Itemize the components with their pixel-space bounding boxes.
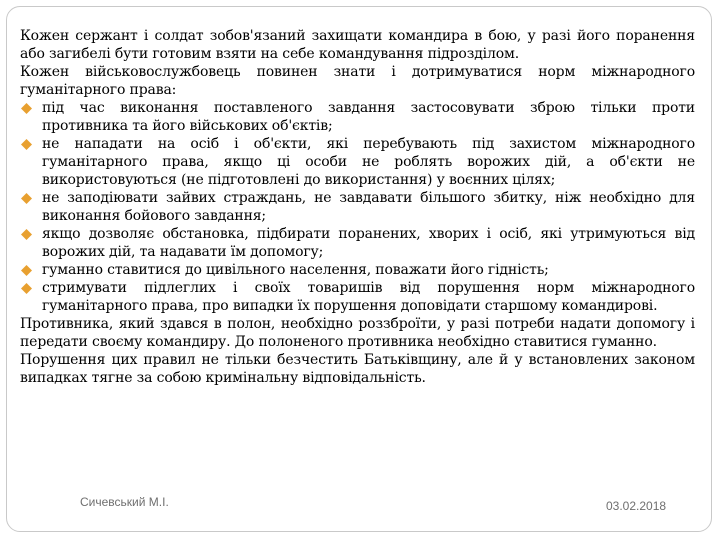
- list-item: [20, 135, 695, 189]
- list-item-text: якщо дозволяє обстановка, підбирати поранених, хворих і осіб, які утримуються від ворожих дій, та надавати їм допомогу;: [42, 226, 695, 260]
- paragraph-commander-duty: Кожен сержант і солдат зобов'язаний захищати командира в бою, у разі його поранення або загибелі бути готовим взяти на себе командування підрозділом.: [20, 28, 695, 62]
- list-item-text: під час виконання поставленого завдання застосовувати зброю тільки проти противника та його військових об'єктів;: [42, 100, 695, 134]
- footer-date: 03.02.2018: [606, 499, 667, 513]
- list-item: [20, 261, 695, 279]
- list-item-text: не нападати на осіб і об'єкти, які перебувають під захистом міжнародного гуманітарного права, якщо ці особи не роблять ворожих дій, а об'єкти не використовуються (не підготовлені до використання) у воєнних цілях;: [42, 136, 695, 188]
- paragraph-prisoners: Противника, який здався в полон, необхідно роззброїти, у разі потреби надати допомогу і передати своєму командиру. До полоненого противника необхідно ставитися гуманно.: [20, 316, 695, 350]
- list-item: [20, 279, 695, 315]
- diamond-bullet-icon: [21, 229, 32, 240]
- slide-content: [20, 27, 695, 387]
- list-item-text: не заподіювати зайвих страждань, не завдавати більшого збитку, ніж необхідно для виконання бойового завдання;: [42, 190, 695, 224]
- paragraph-ihl-intro: Кожен військовослужбовець повинен знати і дотримуватися норм міжнародного гуманітарного права:: [20, 64, 695, 98]
- footer-author: Сичевський М.І.: [80, 495, 169, 509]
- diamond-bullet-icon: [21, 265, 32, 276]
- diamond-bullet-icon: [21, 283, 32, 294]
- list-item: [20, 99, 695, 135]
- list-item: [20, 189, 695, 225]
- diamond-bullet-icon: [21, 139, 32, 150]
- diamond-bullet-icon: [21, 103, 32, 114]
- diamond-bullet-icon: [21, 193, 32, 204]
- paragraph-liability: Порушення цих правил не тільки безчестить Батьківщину, але й у встановлених законом випадках тягне за собою кримінальну відповідальність.: [20, 352, 695, 386]
- list-item: [20, 225, 695, 261]
- list-item-text: стримувати підлеглих і своїх товаришів від порушення норм міжнародного гуманітарного права, про випадки їх порушення доповідати старшому командирові.: [42, 280, 695, 314]
- ihl-rules-list: [20, 99, 695, 315]
- list-item-text: гуманно ставитися до цивільного населення, поважати його гідність;: [42, 262, 549, 278]
